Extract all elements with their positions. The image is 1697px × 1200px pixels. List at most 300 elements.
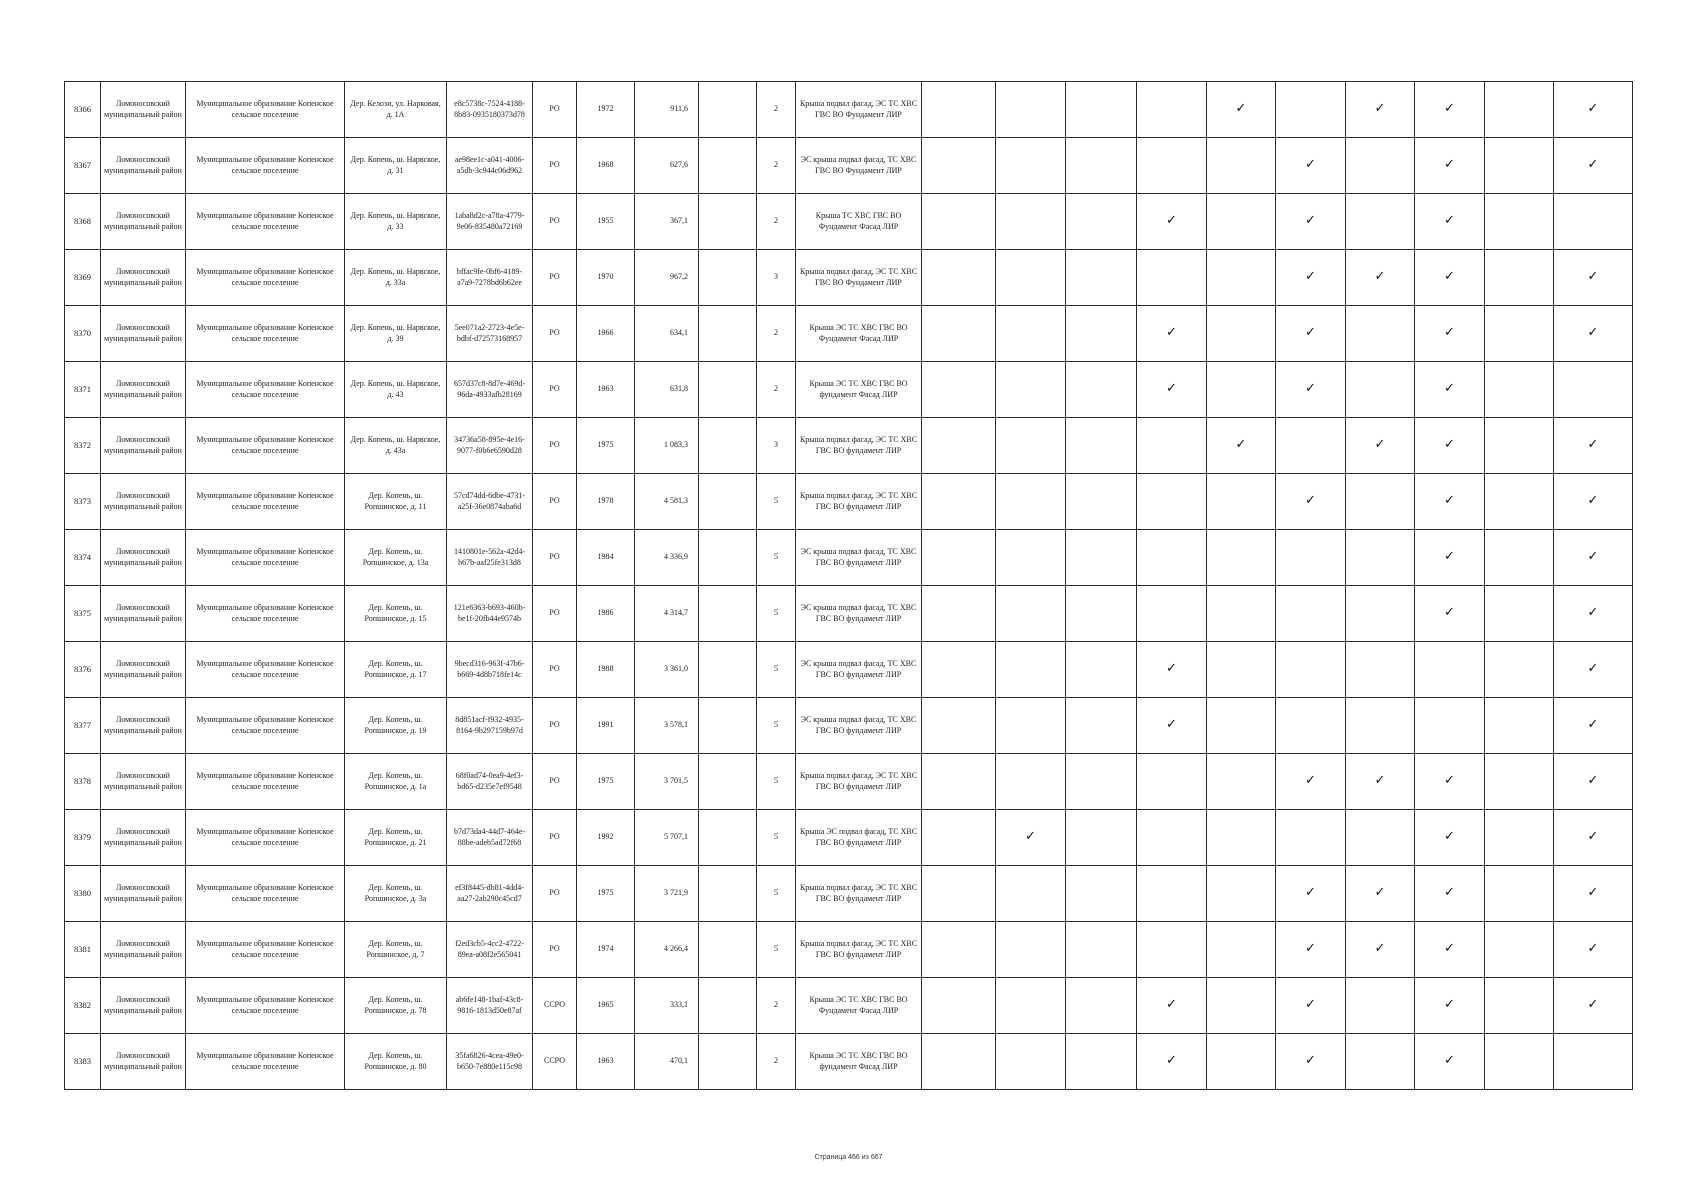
area-cell: 470,1 <box>635 1034 699 1090</box>
row-number: 8367 <box>65 138 101 194</box>
management-type-cell: РО <box>533 698 577 754</box>
checkmark-icon: ✓ <box>1444 381 1455 397</box>
works-list-cell: Крыша ЭС ТС ХВС ГВС ВО Фундамент Фасад ЛИР <box>796 978 922 1034</box>
checkmark-icon: ✓ <box>1166 213 1177 229</box>
build-year-cell: 1963 <box>577 362 635 418</box>
checkmark-icon: ✓ <box>1305 269 1316 285</box>
work-item-2-cell <box>996 194 1066 250</box>
row-number: 8378 <box>65 754 101 810</box>
work-item-2-cell <box>996 922 1066 978</box>
work-item-5-cell <box>1207 1034 1276 1090</box>
work-item-4-cell <box>1137 474 1207 530</box>
municipality-cell: Муниципальное образование Копенское сельское поселение <box>186 978 345 1034</box>
work-item-6-cell <box>1276 1034 1346 1090</box>
district-cell: Ломоносовский муниципальный район <box>101 362 186 418</box>
municipality-cell: Муниципальное образование Копенское сельское поселение <box>186 642 345 698</box>
checkmark-icon: ✓ <box>1374 101 1386 117</box>
area-cell: 4 266,4 <box>635 922 699 978</box>
checkmark-icon: ✓ <box>1235 101 1247 117</box>
work-item-4-cell <box>1137 82 1207 138</box>
house-guid-cell: 68f0ad74-0ea9-4ef3-bd65-d235e7ef9548 <box>447 754 533 810</box>
area-cell: 333,1 <box>635 978 699 1034</box>
work-item-10-cell <box>1554 642 1633 698</box>
work-item-9-cell <box>1485 698 1554 754</box>
work-item-4-cell <box>1137 642 1207 698</box>
work-item-1-cell <box>922 754 996 810</box>
work-item-9-cell <box>1485 922 1554 978</box>
row-number: 8372 <box>65 418 101 474</box>
work-item-9-cell <box>1485 866 1554 922</box>
floors-cell: 5 <box>757 698 796 754</box>
empty-cell <box>699 194 757 250</box>
work-item-7-cell <box>1346 362 1415 418</box>
area-cell: 967,2 <box>635 250 699 306</box>
checkmark-icon: ✓ <box>1444 549 1455 565</box>
works-list-cell: Крыша подвал фасад, ЭС ТС ХВС ГВС ВО фундамент ЛИР <box>796 474 922 530</box>
address-cell: Дер. Копень, ш. Ропшинское, д. 78 <box>345 978 447 1034</box>
work-item-5-cell <box>1207 306 1276 362</box>
work-item-5-cell <box>1207 530 1276 586</box>
municipality-cell: Муниципальное образование Копенское сельское поселение <box>186 698 345 754</box>
work-item-7-cell <box>1346 250 1415 306</box>
table-row <box>65 138 1633 194</box>
floors-cell: 2 <box>757 306 796 362</box>
work-item-6-cell <box>1276 418 1346 474</box>
municipality-cell: Муниципальное образование Копенское сельское поселение <box>186 866 345 922</box>
work-item-8-cell <box>1415 474 1485 530</box>
empty-cell <box>699 1034 757 1090</box>
work-item-8-cell <box>1415 138 1485 194</box>
work-item-8-cell <box>1415 866 1485 922</box>
checkmark-icon: ✓ <box>1587 997 1599 1013</box>
works-list-cell: ЭС крыша подвал фасад, ТС ХВС ГВС ВО фундамент ЛИР <box>796 530 922 586</box>
work-item-7-cell <box>1346 586 1415 642</box>
checkmark-icon: ✓ <box>1444 325 1455 341</box>
checkmark-icon: ✓ <box>1587 829 1599 845</box>
district-cell: Ломоносовский муниципальный район <box>101 586 186 642</box>
build-year-cell: 1988 <box>577 642 635 698</box>
work-item-10-cell <box>1554 754 1633 810</box>
address-cell: Дер. Копень, ш. Ропшинское, д. 21 <box>345 810 447 866</box>
build-year-cell: 1970 <box>577 250 635 306</box>
work-item-4-cell <box>1137 530 1207 586</box>
work-item-1-cell <box>922 530 996 586</box>
work-item-2-cell <box>996 586 1066 642</box>
work-item-6-cell <box>1276 362 1346 418</box>
district-cell: Ломоносовский муниципальный район <box>101 306 186 362</box>
work-item-5-cell <box>1207 810 1276 866</box>
work-item-3-cell <box>1066 418 1137 474</box>
address-cell: Дер. Копень, ш. Ропшинское, д. 7 <box>345 922 447 978</box>
work-item-10-cell <box>1554 810 1633 866</box>
checkmark-icon: ✓ <box>1444 773 1455 789</box>
floors-cell: 2 <box>757 194 796 250</box>
row-number: 8371 <box>65 362 101 418</box>
work-item-8-cell <box>1415 306 1485 362</box>
table-row <box>65 306 1633 362</box>
address-cell: Дер. Копень, ш. Нарвское, д. 43 <box>345 362 447 418</box>
work-item-7-cell <box>1346 642 1415 698</box>
works-list-cell: ЭС крыша подвал фасад, ТС ХВС ГВС ВО фундамент ЛИР <box>796 586 922 642</box>
address-cell: Дер. Копень, ш. Нарвское, д. 33 <box>345 194 447 250</box>
table-row <box>65 642 1633 698</box>
district-cell: Ломоносовский муниципальный район <box>101 978 186 1034</box>
table-row <box>65 866 1633 922</box>
build-year-cell: 1974 <box>577 922 635 978</box>
district-cell: Ломоносовский муниципальный район <box>101 194 186 250</box>
empty-cell <box>699 754 757 810</box>
work-item-2-cell <box>996 866 1066 922</box>
checkmark-icon: ✓ <box>1444 997 1455 1013</box>
work-item-10-cell <box>1554 82 1633 138</box>
management-type-cell: РО <box>533 530 577 586</box>
district-cell: Ломоносовский муниципальный район <box>101 698 186 754</box>
work-item-5-cell <box>1207 250 1276 306</box>
address-cell: Дер. Копень, ш. Ропшинское, д. 11 <box>345 474 447 530</box>
district-cell: Ломоносовский муниципальный район <box>101 530 186 586</box>
works-list-cell: Крыша ЭС подвал фасад, ТС ХВС ГВС ВО фундамент ЛИР <box>796 810 922 866</box>
work-item-1-cell <box>922 194 996 250</box>
work-item-7-cell <box>1346 810 1415 866</box>
work-item-1-cell <box>922 138 996 194</box>
checkmark-icon: ✓ <box>1587 437 1599 453</box>
work-item-4-cell <box>1137 810 1207 866</box>
work-item-9-cell <box>1485 978 1554 1034</box>
checkmark-icon: ✓ <box>1587 549 1599 565</box>
empty-cell <box>699 866 757 922</box>
checkmark-icon: ✓ <box>1374 269 1386 285</box>
work-item-2-cell <box>996 474 1066 530</box>
area-cell: 3 721,9 <box>635 866 699 922</box>
checkmark-icon: ✓ <box>1587 885 1599 901</box>
work-item-5-cell <box>1207 82 1276 138</box>
municipality-cell: Муниципальное образование Копенское сельское поселение <box>186 474 345 530</box>
work-item-4-cell <box>1137 250 1207 306</box>
work-item-1-cell <box>922 1034 996 1090</box>
work-item-7-cell <box>1346 418 1415 474</box>
municipality-cell: Муниципальное образование Копенское сельское поселение <box>186 194 345 250</box>
work-item-1-cell <box>922 306 996 362</box>
checkmark-icon: ✓ <box>1305 941 1316 957</box>
district-cell: Ломоносовский муниципальный район <box>101 1034 186 1090</box>
build-year-cell: 1975 <box>577 754 635 810</box>
checkmark-icon: ✓ <box>1444 1053 1455 1069</box>
work-item-6-cell <box>1276 642 1346 698</box>
work-item-5-cell <box>1207 642 1276 698</box>
checkmark-icon: ✓ <box>1587 773 1599 789</box>
work-item-8-cell <box>1415 418 1485 474</box>
management-type-cell: РО <box>533 810 577 866</box>
address-cell: Дер. Копень, ш. Ропшинское, д. 1а <box>345 754 447 810</box>
build-year-cell: 1968 <box>577 138 635 194</box>
build-year-cell: 1984 <box>577 530 635 586</box>
municipality-cell: Муниципальное образование Копенское сельское поселение <box>186 922 345 978</box>
work-item-7-cell <box>1346 1034 1415 1090</box>
work-item-2-cell <box>996 82 1066 138</box>
work-item-2-cell <box>996 754 1066 810</box>
checkmark-icon: ✓ <box>1444 885 1455 901</box>
area-cell: 634,1 <box>635 306 699 362</box>
empty-cell <box>699 138 757 194</box>
management-type-cell: РО <box>533 418 577 474</box>
district-cell: Ломоносовский муниципальный район <box>101 418 186 474</box>
area-cell: 367,1 <box>635 194 699 250</box>
work-item-3-cell <box>1066 754 1137 810</box>
work-item-7-cell <box>1346 138 1415 194</box>
house-guid-cell: 8d851acf-f932-4935-8164-9b297159b97d <box>447 698 533 754</box>
empty-cell <box>699 474 757 530</box>
checkmark-icon: ✓ <box>1444 493 1455 509</box>
house-guid-cell: 1410801e-562a-42d4-b67b-aaf25fe313d8 <box>447 530 533 586</box>
empty-cell <box>699 922 757 978</box>
row-number: 8366 <box>65 82 101 138</box>
work-item-4-cell <box>1137 978 1207 1034</box>
work-item-9-cell <box>1485 418 1554 474</box>
work-item-1-cell <box>922 586 996 642</box>
management-type-cell: РО <box>533 306 577 362</box>
work-item-5-cell <box>1207 978 1276 1034</box>
work-item-6-cell <box>1276 82 1346 138</box>
work-item-8-cell <box>1415 642 1485 698</box>
district-cell: Ломоносовский муниципальный район <box>101 250 186 306</box>
empty-cell <box>699 306 757 362</box>
works-list-cell: Крыша подвал фасад, ЭС ТС ХВС ГВС ВО Фундамент ЛИР <box>796 82 922 138</box>
table-row <box>65 810 1633 866</box>
work-item-1-cell <box>922 642 996 698</box>
work-item-4-cell <box>1137 138 1207 194</box>
work-item-6-cell <box>1276 586 1346 642</box>
work-item-9-cell <box>1485 250 1554 306</box>
checkmark-icon: ✓ <box>1305 381 1316 397</box>
work-item-6-cell <box>1276 810 1346 866</box>
work-item-3-cell <box>1066 810 1137 866</box>
work-item-2-cell <box>996 810 1066 866</box>
work-item-5-cell <box>1207 754 1276 810</box>
house-guid-cell: b7d73da4-44d7-464e-88be-adeb5ad72f68 <box>447 810 533 866</box>
build-year-cell: 1955 <box>577 194 635 250</box>
floors-cell: 2 <box>757 138 796 194</box>
row-number: 8375 <box>65 586 101 642</box>
empty-cell <box>699 530 757 586</box>
work-item-9-cell <box>1485 642 1554 698</box>
work-item-5-cell <box>1207 138 1276 194</box>
table-row <box>65 1034 1633 1090</box>
checkmark-icon: ✓ <box>1587 325 1599 341</box>
row-number: 8383 <box>65 1034 101 1090</box>
district-cell: Ломоносовский муниципальный район <box>101 866 186 922</box>
work-item-7-cell <box>1346 474 1415 530</box>
work-item-6-cell <box>1276 250 1346 306</box>
district-cell: Ломоносовский муниципальный район <box>101 82 186 138</box>
management-type-cell: РО <box>533 82 577 138</box>
work-item-4-cell <box>1137 418 1207 474</box>
build-year-cell: 1975 <box>577 418 635 474</box>
work-item-8-cell <box>1415 194 1485 250</box>
work-item-6-cell <box>1276 698 1346 754</box>
checkmark-icon: ✓ <box>1444 605 1455 621</box>
work-item-10-cell <box>1554 474 1633 530</box>
work-item-3-cell <box>1066 138 1137 194</box>
work-item-9-cell <box>1485 530 1554 586</box>
house-guid-cell: ae98ee1c-a041-4006-a5db-3c944c06d962 <box>447 138 533 194</box>
checkmark-icon: ✓ <box>1587 661 1599 677</box>
work-item-7-cell <box>1346 698 1415 754</box>
work-item-1-cell <box>922 866 996 922</box>
municipality-cell: Муниципальное образование Копенское сельское поселение <box>186 754 345 810</box>
work-item-9-cell <box>1485 362 1554 418</box>
row-number: 8373 <box>65 474 101 530</box>
work-item-9-cell <box>1485 82 1554 138</box>
checkmark-icon: ✓ <box>1587 493 1599 509</box>
work-item-6-cell <box>1276 922 1346 978</box>
checkmark-icon: ✓ <box>1166 717 1177 733</box>
work-item-5-cell <box>1207 698 1276 754</box>
work-item-10-cell <box>1554 250 1633 306</box>
floors-cell: 2 <box>757 82 796 138</box>
checkmark-icon: ✓ <box>1444 941 1455 957</box>
floors-cell: 3 <box>757 250 796 306</box>
work-item-8-cell <box>1415 698 1485 754</box>
work-item-9-cell <box>1485 1034 1554 1090</box>
empty-cell <box>699 82 757 138</box>
floors-cell: 5 <box>757 810 796 866</box>
build-year-cell: 1975 <box>577 866 635 922</box>
work-item-10-cell <box>1554 922 1633 978</box>
address-cell: Дер. Копень, ш. Ропшинское, д. 19 <box>345 698 447 754</box>
address-cell: Дер. Келози, ул. Нарковая, д. 1А <box>345 82 447 138</box>
work-item-3-cell <box>1066 474 1137 530</box>
address-cell: Дер. Копень, ш. Нарвское, д. 39 <box>345 306 447 362</box>
checkmark-icon: ✓ <box>1587 941 1599 957</box>
work-item-3-cell <box>1066 866 1137 922</box>
district-cell: Ломоносовский муниципальный район <box>101 642 186 698</box>
house-guid-cell: 34736a58-895e-4e16-9077-f0b6e6590d28 <box>447 418 533 474</box>
work-item-9-cell <box>1485 474 1554 530</box>
page-number-footer: Страница 466 из 667 <box>814 1154 883 1161</box>
checkmark-icon: ✓ <box>1444 101 1455 117</box>
house-guid-cell: 121e6363-b693-460b-be1f-20fb44e9574b <box>447 586 533 642</box>
table-row <box>65 418 1633 474</box>
work-item-7-cell <box>1346 82 1415 138</box>
work-item-4-cell <box>1137 362 1207 418</box>
empty-cell <box>699 586 757 642</box>
work-item-7-cell <box>1346 754 1415 810</box>
work-item-3-cell <box>1066 922 1137 978</box>
work-item-10-cell <box>1554 1034 1633 1090</box>
management-type-cell: РО <box>533 250 577 306</box>
work-item-6-cell <box>1276 474 1346 530</box>
work-item-4-cell <box>1137 866 1207 922</box>
work-item-6-cell <box>1276 866 1346 922</box>
work-item-5-cell <box>1207 362 1276 418</box>
area-cell: 4 336,9 <box>635 530 699 586</box>
table-row <box>65 530 1633 586</box>
work-item-7-cell <box>1346 530 1415 586</box>
work-item-5-cell <box>1207 194 1276 250</box>
district-cell: Ломоносовский муниципальный район <box>101 138 186 194</box>
area-cell: 627,6 <box>635 138 699 194</box>
work-item-1-cell <box>922 922 996 978</box>
house-guid-cell: 9becd316-963f-47b6-b669-4d8b718fe14c <box>447 642 533 698</box>
row-number: 8379 <box>65 810 101 866</box>
work-item-7-cell <box>1346 306 1415 362</box>
work-item-2-cell <box>996 978 1066 1034</box>
address-cell: Дер. Копень, ш. Ропшинское, д. 13а <box>345 530 447 586</box>
municipality-cell: Муниципальное образование Копенское сельское поселение <box>186 530 345 586</box>
checkmark-icon: ✓ <box>1305 773 1316 789</box>
row-number: 8370 <box>65 306 101 362</box>
house-guid-cell: ab6fe148-1baf-43c8-9816-1813d50e87af <box>447 978 533 1034</box>
floors-cell: 5 <box>757 586 796 642</box>
address-cell: Дер. Копень, ш. Нарвское, д. 43а <box>345 418 447 474</box>
row-number: 8369 <box>65 250 101 306</box>
checkmark-icon: ✓ <box>1444 269 1455 285</box>
checkmark-icon: ✓ <box>1305 885 1316 901</box>
municipality-cell: Муниципальное образование Копенское сельское поселение <box>186 810 345 866</box>
work-item-10-cell <box>1554 418 1633 474</box>
checkmark-icon: ✓ <box>1444 213 1455 229</box>
work-item-6-cell <box>1276 194 1346 250</box>
build-year-cell: 1963 <box>577 1034 635 1090</box>
works-list-cell: Крыша подвал фасад, ЭС ТС ХВС ГВС ВО фундамент ЛИР <box>796 922 922 978</box>
work-item-8-cell <box>1415 1034 1485 1090</box>
work-item-8-cell <box>1415 82 1485 138</box>
table-row <box>65 698 1633 754</box>
district-cell: Ломоносовский муниципальный район <box>101 922 186 978</box>
row-number: 8376 <box>65 642 101 698</box>
work-item-4-cell <box>1137 754 1207 810</box>
work-item-9-cell <box>1485 586 1554 642</box>
work-item-10-cell <box>1554 194 1633 250</box>
floors-cell: 2 <box>757 362 796 418</box>
area-cell: 4 314,7 <box>635 586 699 642</box>
empty-cell <box>699 978 757 1034</box>
work-item-10-cell <box>1554 362 1633 418</box>
checkmark-icon: ✓ <box>1587 605 1599 621</box>
house-guid-cell: 57cd74dd-6dbe-4731-a25f-36e0874aba6d <box>447 474 533 530</box>
floors-cell: 5 <box>757 474 796 530</box>
work-item-5-cell <box>1207 866 1276 922</box>
work-item-1-cell <box>922 810 996 866</box>
address-cell: Дер. Копень, ш. Ропшинское, д. 17 <box>345 642 447 698</box>
district-cell: Ломоносовский муниципальный район <box>101 474 186 530</box>
floors-cell: 5 <box>757 866 796 922</box>
work-item-10-cell <box>1554 586 1633 642</box>
municipality-cell: Муниципальное образование Копенское сельское поселение <box>186 306 345 362</box>
work-item-8-cell <box>1415 250 1485 306</box>
work-item-10-cell <box>1554 698 1633 754</box>
municipality-cell: Муниципальное образование Копенское сельское поселение <box>186 82 345 138</box>
checkmark-icon: ✓ <box>1025 829 1036 845</box>
floors-cell: 3 <box>757 418 796 474</box>
work-item-7-cell <box>1346 194 1415 250</box>
checkmark-icon: ✓ <box>1587 157 1599 173</box>
row-number: 8382 <box>65 978 101 1034</box>
checkmark-icon: ✓ <box>1374 885 1386 901</box>
work-item-6-cell <box>1276 754 1346 810</box>
row-number: 8377 <box>65 698 101 754</box>
checkmark-icon: ✓ <box>1305 213 1316 229</box>
house-guid-cell: 5ee071a2-2723-4e5e-bdbf-d72573168957 <box>447 306 533 362</box>
works-list-cell: ЭС крыша подвал фасад, ТС ХВС ГВС ВО фундамент ЛИР <box>796 698 922 754</box>
row-number: 8368 <box>65 194 101 250</box>
checkmark-icon: ✓ <box>1305 997 1316 1013</box>
build-year-cell: 1965 <box>577 978 635 1034</box>
work-item-3-cell <box>1066 362 1137 418</box>
management-type-cell: РО <box>533 642 577 698</box>
work-item-2-cell <box>996 306 1066 362</box>
checkmark-icon: ✓ <box>1166 661 1177 677</box>
